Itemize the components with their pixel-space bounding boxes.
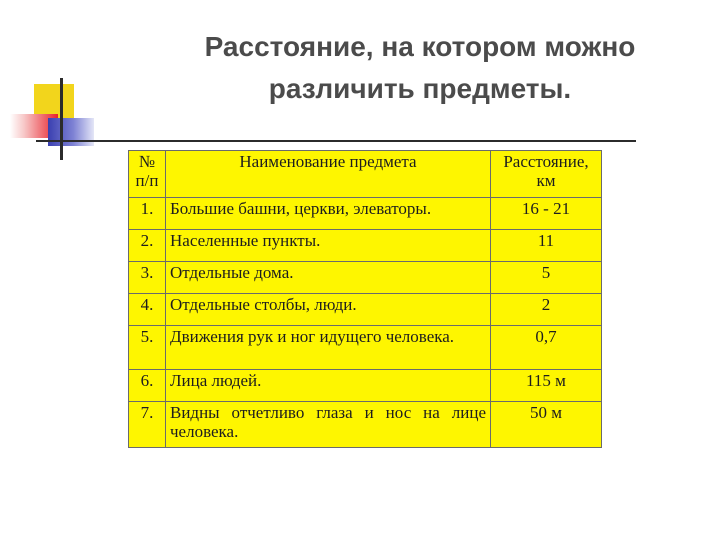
row-distance: 11 xyxy=(491,230,602,262)
title-divider-line xyxy=(36,140,636,142)
table-row xyxy=(129,370,602,402)
row-object-name: Большие башни, церкви, элеваторы. xyxy=(166,198,491,230)
ornament-vertical-line xyxy=(60,78,63,160)
slide-title-line-1: Расстояние, на котором можно xyxy=(204,31,636,62)
row-object-name: Лица людей. xyxy=(166,370,491,402)
row-object-name: Отдельные дома. xyxy=(166,262,491,294)
distance-table xyxy=(128,150,602,448)
row-distance: 5 xyxy=(491,262,602,294)
table-row xyxy=(129,326,602,370)
row-distance: 16 - 21 xyxy=(491,198,602,230)
header-object-name: Наименование предмета xyxy=(166,151,491,198)
row-number: 3. xyxy=(129,262,166,294)
row-number: 5. xyxy=(129,326,166,370)
header-number: № п/п xyxy=(129,151,166,198)
row-object-name: Населенные пункты. xyxy=(166,230,491,262)
slide-title-line-2: различить предметы. xyxy=(268,73,572,104)
table-row xyxy=(129,402,602,448)
row-number: 2. xyxy=(129,230,166,262)
row-number: 7. xyxy=(129,402,166,448)
table-row xyxy=(129,198,602,230)
row-distance: 2 xyxy=(491,294,602,326)
row-object-name: Отдельные столбы, люди. xyxy=(166,294,491,326)
row-distance: 0,7 xyxy=(491,326,602,370)
slide-title xyxy=(120,26,720,110)
table-row xyxy=(129,230,602,262)
table-header-row xyxy=(129,151,602,198)
row-number: 4. xyxy=(129,294,166,326)
row-distance: 50 м xyxy=(491,402,602,448)
row-object-name: Движения рук и ног идущего человека. xyxy=(166,326,491,370)
row-distance: 115 м xyxy=(491,370,602,402)
row-number: 1. xyxy=(129,198,166,230)
row-number: 6. xyxy=(129,370,166,402)
table-row xyxy=(129,262,602,294)
row-object-name: Видны отчетливо глаза и нос на лице человека. xyxy=(166,402,491,448)
header-distance: Расстояние, км xyxy=(491,151,602,198)
table-row xyxy=(129,294,602,326)
